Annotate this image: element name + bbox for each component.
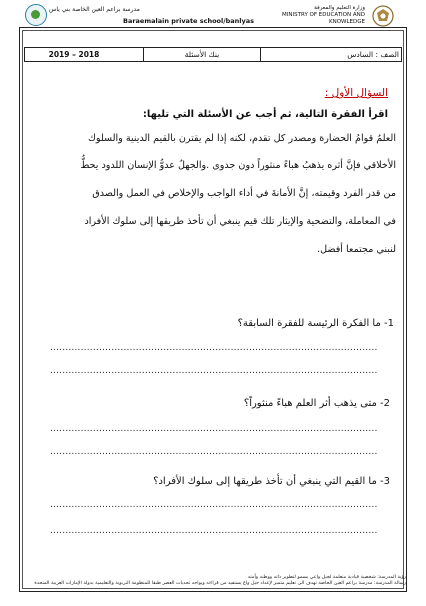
question-1: 1- ما الفكرة الرئيسة للفقرة السابقة؟ <box>237 318 394 329</box>
school-name-english: Baraemalain private school/banlyas <box>123 17 254 25</box>
instruction: اقرأ الفقرة التالية، ثم أجب عن الأسئلة التي تليها: <box>142 109 388 120</box>
header <box>19 4 407 30</box>
ministry-name-english: MINISTRY OF EDUCATION AND KNOWLEDGE <box>282 12 365 25</box>
question-2: 2- متى يذهب أثر العلم هباءً منثوراً؟ <box>243 398 390 409</box>
footer <box>20 575 406 587</box>
info-bar <box>24 47 402 62</box>
section-title: السؤال الأول : <box>324 87 388 99</box>
question-bank-label: بنك الأسئلة <box>184 50 220 59</box>
school-mission: رسالة المدرسة: مدرسة براعم العين الخاصة تهدف الى تعليم متميز لإعداد جيل واع يستفيد من قراءته ويواجه تحديات العصر طبقا للمنظومة التربوية والتعليمية بدولة الإمارات العربية المتحدة <box>34 581 406 586</box>
paragraph-line: لنبني مجتمعا أفضل. <box>317 244 396 255</box>
answer-line[interactable]: ........................................................................................................... <box>50 424 378 434</box>
answer-line[interactable]: ........................................................................................................... <box>50 526 378 536</box>
answer-line[interactable]: ........................................................................................................... <box>50 343 378 353</box>
national-emblem-icon <box>371 4 395 28</box>
paragraph-line: الأخلاقي فإنَّ أثره يذهبُ هباءً منثوراً دون جدوى .والجهلُ عدوُّ الإنسان اللدود يحطُّ <box>80 160 396 171</box>
paragraph-line: العلمُ قوامُ الحضارة ومصدر كل تقدم، لكنه إذا لم يقترن بالقيم الدينية والسلوك <box>87 133 396 144</box>
school-name-arabic: مدرسة براعم العين الخاصة بني ياس <box>49 6 140 13</box>
answer-line[interactable]: ........................................................................................................... <box>50 500 378 510</box>
answer-line[interactable]: ........................................................................................................... <box>50 447 378 457</box>
question-3: 3- ما القيم التي ينبغي أن تأخذ طريقها إلى سلوك الأفراد؟ <box>153 476 390 487</box>
paragraph-line: في المعاملة، والتضحية والإيثار تلك قيم ينبغي أن تأخذ طريقها إلى سلوك الأفراد <box>84 216 396 227</box>
ministry-name <box>275 5 365 26</box>
school-vision: رؤية المدرسة: شخصية قيادية متعلمة لجيل واعي يسمو لتطوير ذاته ووطنه وأمته <box>247 575 406 580</box>
answer-line[interactable]: ........................................................................................................... <box>50 366 378 376</box>
school-logo-icon <box>25 4 47 26</box>
grade-label: الصف : السادس <box>347 50 399 59</box>
ministry-name-arabic: وزارة التعليم والمعرفة <box>314 5 365 11</box>
paragraph-line: من قدر الفرد وقيمته، إنَّ الأمانةَ في أداء الواجب والإخلاص في العمل والصدق <box>92 188 396 199</box>
academic-year: 2019 – 2018 <box>48 50 100 59</box>
